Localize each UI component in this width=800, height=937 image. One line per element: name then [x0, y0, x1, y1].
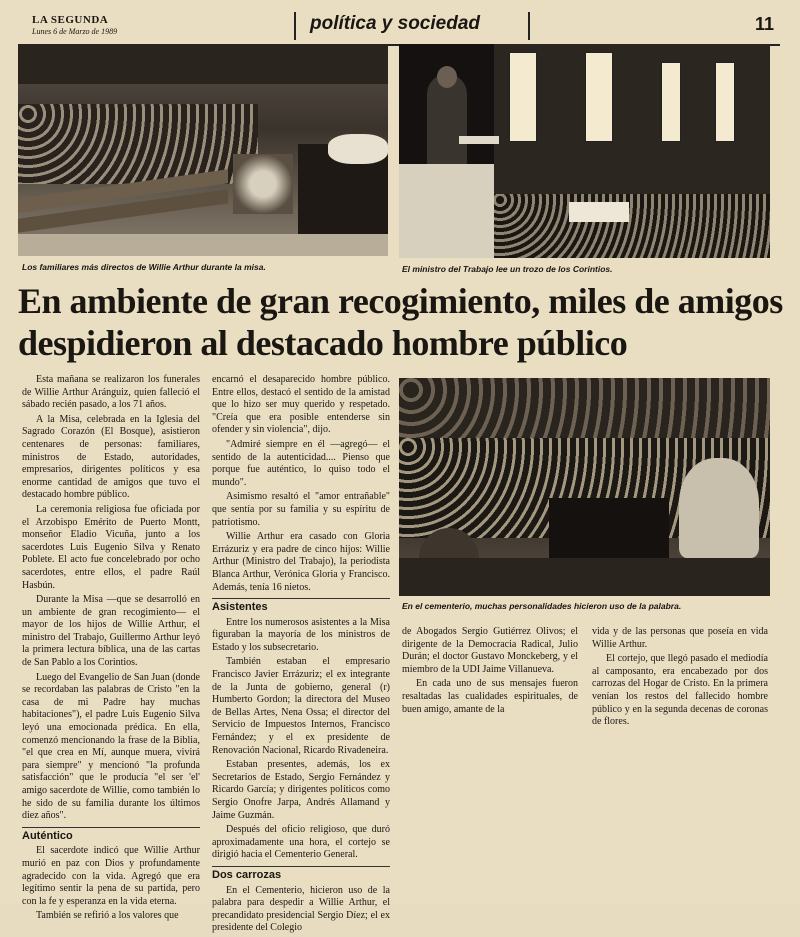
article-column-1	[22, 374, 200, 925]
paragraph: Asimismo resaltó el "amor entrañable" que sentía por su familia y su espíritu de patriotismo.	[212, 491, 390, 528]
paragraph: Luego del Evangelio de San Juan (donde se recordaban las palabras de Cristo "en la casa de mi Padre hay muchas habitaciones"), el padre Luis Eugenio Silva leyó una emocionada prédica. En ella, comenzó mencionando la frase de la Biblia, "el que crea en Mí, aunque muera, vivirá para siempre" y mencionó "la profunda satisfacción" que le producía "el ser 'el' amigo sacerdote de Willie, como también lo he sido de su familia durante los últimos diez años".	[22, 671, 200, 822]
paragraph: El sacerdote indicó que Willie Arthur murió en paz con Dios y profundamente agradecido con la vida. Agregó que era legítimo sentir la pena de su partida, pero con la fe y esperanza en la vida eterna.	[22, 845, 200, 907]
section-title: política y sociedad	[310, 13, 480, 34]
photo-caption-3: En el cementerio, muchas personalidades hicieron uso de la palabra.	[402, 601, 682, 611]
photo-minister-reading	[399, 44, 770, 258]
photo-caption-1: Los familiares más directos de Willie Arthur durante la misa.	[22, 262, 266, 272]
paragraph: vida y de las personas que poseía en vida Willie Arthur.	[592, 626, 768, 650]
paragraph: También se refirió a los valores que	[36, 910, 179, 922]
paragraph: de Abogados Sergio Gutiérrez Olivos; el dirigente de la Democracia Radical, Julio Durán; el doctor Gustavo Monckeberg, y el miembro de la UDI Jaime Villanueva.	[402, 626, 578, 675]
paragraph: A la Misa, celebrada en la Iglesia del Sagrado Corazón (El Bosque), asistieron centenares de personas: familiares, ministros de Estado, autoridades, empresarios, dirigentes políticos y esa enorme cantidad de amigos que tuvo el destacado hombre público.	[22, 413, 200, 501]
paragraph: En cada uno de sus mensajes fueron resaltadas las cualidades espirituales, de buen amigo, amante de la	[402, 678, 578, 715]
photo-caption-2: El ministro del Trabajo lee un trozo de los Corintios.	[402, 264, 613, 274]
subheading-autentico: Auténtico	[22, 827, 200, 843]
article-column-3	[402, 626, 578, 718]
article-column-4	[592, 626, 768, 731]
paragraph: La ceremonia religiosa fue oficiada por el Arzobispo Emérito de Puerto Montt, monseñor Eladio Vicuña, junto a los sacerdotes Luis Eugenio Silva y Renato Poblete. El acto fue concelebrado por ocho sacerdotes, entre ellos, el padre Raúl Hasbún.	[22, 503, 200, 591]
page-number: 11	[754, 14, 774, 34]
paragraph: El cortejo, que llegó pasado el mediodía al camposanto, era encabezado por dos carrozas del Hogar de Cristo. En la primera venían los restos del fallecido hombre público y en la segunda decenas de coronas de flores.	[592, 653, 768, 728]
headline: En ambiente de gran recogimiento, miles de amigos despidieron al destacado hombre público	[18, 281, 783, 363]
subheading-dos-carrozas: Dos carrozas	[212, 866, 390, 882]
paragraph: Estaban presentes, además, los ex Secretarios de Estado, Sergio Fernández y Ricardo García; y dirigentes políticos como Sergio Onofre Jarpa, Andrés Allamand y Jaime Guzmán.	[212, 759, 390, 821]
article-column-2	[212, 374, 390, 937]
paragraph: Willie Arthur era casado con Gloria Errázuriz y era padre de cinco hijos: Willie Arthur (Ministro del Trabajo), la periodista Blanca Arthur, Verónica Gloria y Francisco. Además, tenía 16 nietos.	[212, 531, 390, 593]
subheading-asistentes: Asistentes	[212, 598, 390, 614]
photo-cemetery	[399, 378, 770, 596]
paragraph: También estaban el empresario Francisco Javier Errázuriz; el ex integrante de la Junta de gobierno, general (r) Humberto Gordon; la directora del Museo de Bellas Artes, Nena Ossa; el director del Servicio de Impuestos Internos, Francisco Fernández; y el ex presidente de Renovación Nacional, Ricardo Rivadeneira.	[212, 656, 390, 756]
paragraph: En el Cementerio, hicieron uso de la palabra para despedir a Willie Arthur, el precandidato presidencial Sergio Díez; el ex presidente del Colegio	[212, 884, 390, 934]
paragraph: Esta mañana se realizaron los funerales de Willie Arthur Aránguiz, quien falleció el sábado recién pasado, a los 71 años.	[22, 374, 200, 411]
paper-date: Lunes 6 de Marzo de 1989	[32, 27, 118, 36]
paragraph: "Admiré siempre en él —agregó— el sentido de la autenticidad.... Pienso que porque fue auténtico, lo quiso todo el mundo".	[212, 438, 390, 488]
paragraph: encarnó el desaparecido hombre público. Entre ellos, destacó el sentido de la amistad que lo hizo ser muy querido y respetado. "Creía que era posible entenderse sin ofender y sin violencia", dijo.	[212, 374, 390, 436]
paragraph: Durante la Misa —que se desarrolló en un ambiente de gran recogimiento— el mayor de los hijos de Willie Arthur, el ministro del Trabajo, Guillermo Arthur leyó la primera lectura bíblica, una de las cartas de San Pablo a los Corintios.	[22, 594, 200, 669]
photo-family-mass	[18, 44, 388, 256]
paragraph: Entre los numerosos asistentes a la Misa figuraban la mayoría de los ministros de Estado y los subsecretario.	[212, 616, 390, 653]
paragraph: Después del oficio religioso, que duró aproximadamente una hora, el cortejo se dirigió hacia el Cementerio General.	[212, 824, 390, 861]
masthead	[20, 10, 780, 46]
paper-name: LA SEGUNDA	[32, 14, 109, 26]
